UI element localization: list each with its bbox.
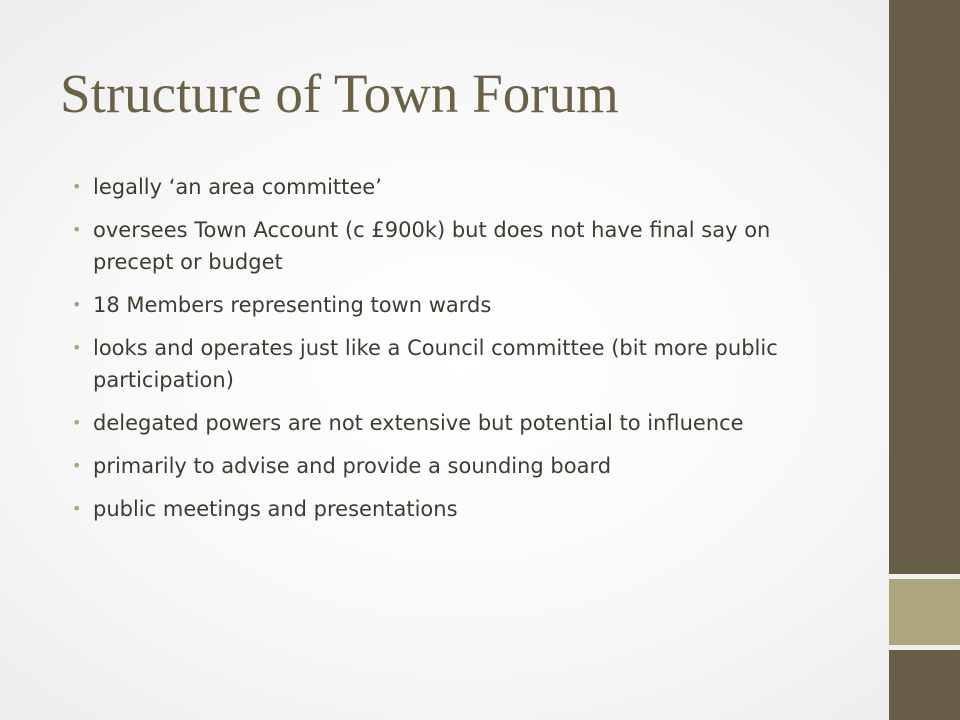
bullet-dot-icon: •: [72, 295, 82, 314]
bullet-text: looks and operates just like a Council committee (bit more public participation): [93, 336, 778, 392]
bullet-text: legally ‘an area committee’: [93, 175, 382, 199]
bullet-dot-icon: •: [72, 338, 82, 357]
bullet-item: [72, 450, 852, 482]
bullet-item: [72, 214, 852, 278]
bullet-text: oversees Town Account (c £900k) but does not have final say on precept or budget: [93, 218, 771, 274]
bullet-item: [72, 332, 852, 396]
bullet-item: [72, 493, 852, 525]
bullet-list: [72, 171, 852, 536]
bullet-text: primarily to advise and provide a sounding board: [93, 454, 612, 478]
bullet-item: [72, 171, 852, 203]
bullet-dot-icon: •: [72, 456, 82, 475]
side-bar-middle-band: [889, 579, 960, 645]
bullet-dot-icon: •: [72, 499, 82, 518]
side-bar-bottom-band: [889, 650, 960, 720]
bullet-item: [72, 407, 852, 439]
bullet-dot-icon: •: [72, 220, 82, 239]
bullet-text: public meetings and presentations: [93, 497, 458, 521]
bullet-text: 18 Members representing town wards: [93, 293, 492, 317]
side-bar-top-band: [889, 0, 960, 574]
bullet-dot-icon: •: [72, 177, 82, 196]
bullet-item: [72, 289, 852, 321]
slide-title: Structure of Town Forum: [60, 63, 619, 124]
bullet-text: delegated powers are not extensive but potential to influence: [93, 411, 744, 435]
bullet-dot-icon: •: [72, 413, 82, 432]
side-decoration-bar: [889, 0, 960, 720]
